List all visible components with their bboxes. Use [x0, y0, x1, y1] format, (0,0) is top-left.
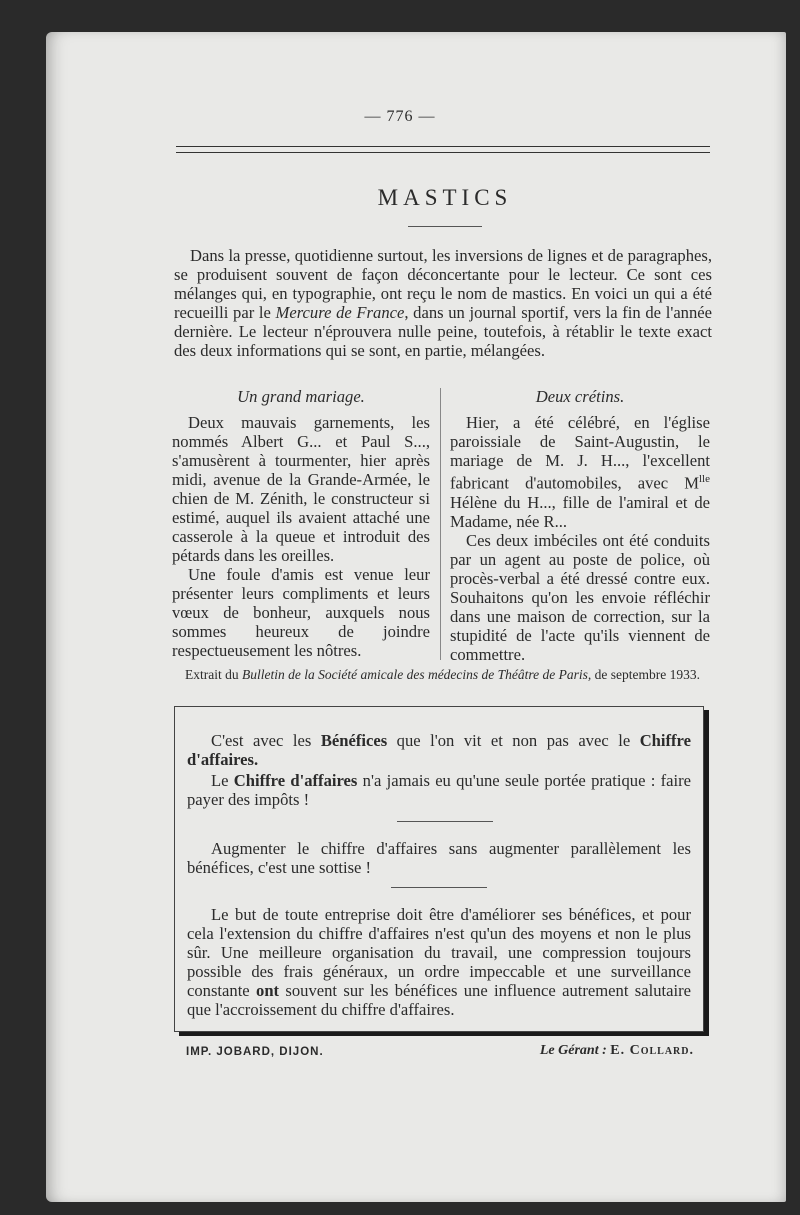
source-bulletin: Bulletin de la Société amicale des médecins de Théâtre de Paris, [242, 667, 592, 682]
title-rule [408, 226, 482, 227]
left-column-paragraph: Une foule d'amis est venue leur présenter leurs compliments et leurs vœux de bonheur, auxquels nous sommes heureux de joindre respectueusement les nôtres. [172, 565, 430, 660]
left-column-heading: Un grand mariage. [237, 387, 365, 406]
intro-text-1: Dans la presse, quotidienne surtout, les inversions de lignes et de paragraphes, se produisent souvent de façon déconcertante pour le lecteur. Ce sont ces mélanges qui, en typographie, ont reçu le nom de mastics. En voici un qui a été recueilli par le [174, 246, 712, 322]
source-suffix: de septembre 1933. [591, 667, 700, 682]
right-column [450, 387, 710, 664]
intro-journal-name: Mercure de France [275, 303, 405, 322]
notice-text: souvent sur les bénéfices une influence autrement salutaire que l'accroissement du chiffre d'affaires. [187, 981, 691, 1019]
source-citation [185, 667, 705, 683]
manager-name: E. Collard. [610, 1043, 694, 1058]
left-column [172, 387, 430, 660]
notice-paragraph-2 [187, 771, 691, 809]
notice-paragraph-1 [187, 731, 691, 769]
printer-imprint: IMP. JOBARD, DIJON. [186, 1046, 324, 1058]
intro-text-2: , dans un journal sportif, vers la fin de l'année dernière. Le lecteur n'éprouvera nulle peine, toutefois, à rétablir le texte exact des deux informations qui se sont, en partie, mélangées. [174, 303, 713, 360]
notice-text: C'est avec les [211, 731, 321, 750]
notice-text: n'a jamais eu qu'une seule portée pratique : faire payer des impôts ! [187, 771, 692, 809]
right-column-paragraph [450, 413, 710, 531]
notice-text: Le but de toute entreprise doit être d'améliorer ses bénéfices, et pour cela l'extension du chiffre d'affaires n'est qu'un des moyens et non le plus sûr. Une meilleure organisation du travail, une compression toujours possible des frais généraux, un ordre impeccable et une surveillance constante [187, 905, 691, 1000]
notice-bold: Chiffre d'affaires. [187, 731, 691, 769]
article-title: MASTICS [377, 185, 513, 210]
notice-divider-1 [397, 821, 493, 822]
notice-text: Le [211, 771, 234, 790]
manager-label: Le Gérant : [539, 1043, 607, 1058]
intro-paragraph [174, 246, 712, 360]
source-prefix: Extrait du [185, 667, 242, 682]
page-number: — 776 — [364, 108, 436, 125]
boxed-notice [174, 706, 704, 1032]
notice-text: que l'on vit et non pas avec le [387, 731, 640, 750]
left-column-paragraph: Deux mauvais garnements, les nommés Albert G... et Paul S..., s'amusèrent à tourmenter, hier après midi, avenue de la Grande-Armée, le chien de M. Zénith, le constructeur si estimé, auquel ils avaient attaché une casserole à la queue et introduit des pétards dans les oreilles. [172, 413, 430, 565]
notice-paragraph-3: Augmenter le chiffre d'affaires sans augmenter parallèlement les bénéfices, c'est une sottise ! [187, 839, 691, 877]
notice-bold: ont [256, 981, 280, 1000]
column-separator [440, 388, 441, 660]
right-p1-sup: lle [699, 473, 710, 485]
right-column-paragraph: Ces deux imbéciles ont été conduits par un agent au poste de police, où procès-verbal a été dressé contre eux. Souhaitons qu'on les envoie réfléchir dans une maison de correction, sur la stupidité de l'acte qu'ils viennent de commettre. [450, 530, 710, 664]
header-rule-top [176, 146, 710, 147]
header-rule-bottom [176, 152, 710, 153]
right-column-heading: Deux crétins. [535, 387, 625, 406]
notice-bold: Chiffre d'affaires [233, 771, 358, 790]
notice-divider-2 [391, 887, 487, 888]
right-p1-text: Hier, a été célébré, en l'église paroissiale de Saint-Augustin, le mariage de M. J. H..., l'excellent fabricant d'automobiles, avec M [450, 413, 710, 493]
notice-paragraph-4 [187, 905, 691, 1019]
right-p1-text-end: Hélène du H..., fille de l'amiral et de Madame, née R... [450, 492, 710, 531]
notice-bold: Bénéfices [320, 731, 388, 750]
manager-signature [540, 1043, 694, 1059]
